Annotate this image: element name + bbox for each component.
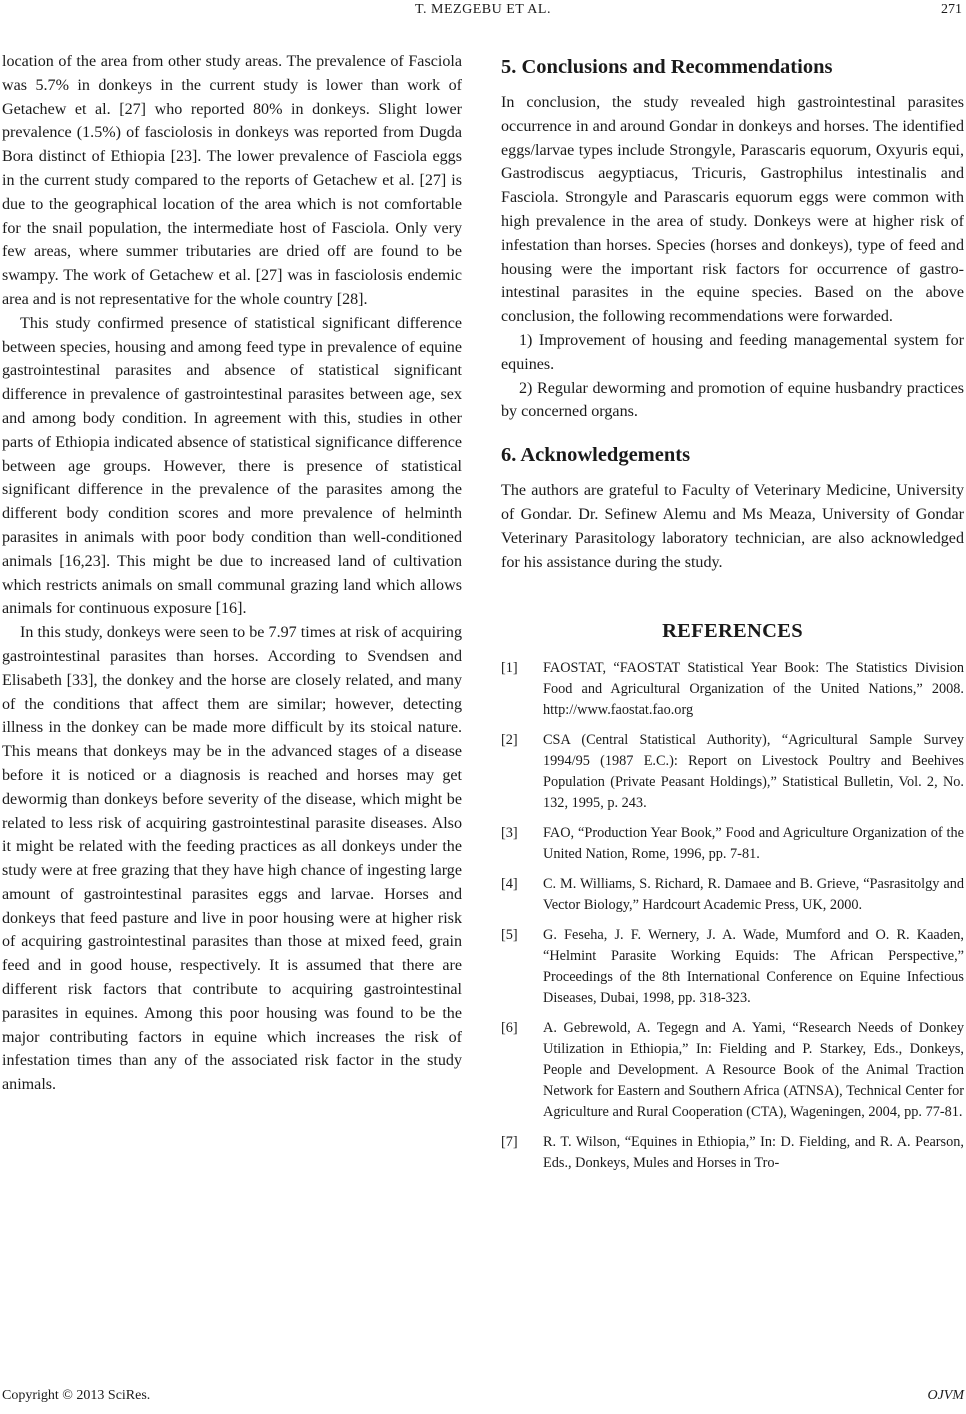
reference-number: [2] <box>501 732 518 749</box>
reference-text: G. Feseha, J. F. Wernery, J. A. Wade, Mumford and O. R. Kaaden, “Helmint Parasite Working Equids: The African Perspective,” Proceedings of the 8th International Conference on Equine Infectious Diseases, Dubai, 1998, pp. 318-323. <box>543 927 964 1007</box>
conclusions-heading: 5. Conclusions and Recommendations <box>501 56 833 78</box>
recommendation-item: 1) Improvement of housing and feeding managemental system for equines. <box>501 331 964 373</box>
reference-text: FAO, “Production Year Book,” Food and Agriculture Organization of the United Nation, Rome, 1996, pp. 7-81. <box>543 825 964 863</box>
recommendation-item: 2) Regular deworming and promotion of equine husbandry practices by concerned organs. <box>501 379 964 421</box>
page-number: 271 <box>941 2 962 17</box>
reference-item <box>501 730 964 814</box>
reference-text: R. T. Wilson, “Equines in Ethiopia,” In: D. Fielding, and R. A. Pearson, Eds., Donkeys, Mules and Horses in Tro- <box>543 1134 964 1172</box>
left-column <box>2 50 462 1097</box>
reference-number: [4] <box>501 876 518 893</box>
reference-list <box>501 658 964 1174</box>
reference-item <box>501 823 964 865</box>
body-paragraph: The authors are grateful to Faculty of Veterinary Medicine, University of Gondar. Dr. Sefinew Alemu and Ms Meaza, University of Gondar Veterinary Parasitology laboratory technician, are also acknowledged for his assistance during the study. <box>501 482 964 571</box>
reference-item <box>501 1018 964 1123</box>
reference-number: [3] <box>501 825 518 842</box>
reference-text: A. Gebrewold, A. Tegegn and A. Yami, “Research Needs of Donkey Utilization in Ethiopia,” In: Fielding and P. Starkey, Eds., Donkeys, People and Development. A Resource Book of the Animal Traction Network for Eastern and Southern Africa (ATNSA), Technical Center for Agriculture and Rural Cooperation (CTA), Wageningen, 2004, pp. 77-81. <box>543 1020 964 1121</box>
acknowledgements-heading: 6. Acknowledgements <box>501 444 691 467</box>
reference-number: [5] <box>501 927 518 944</box>
running-title: T. MEZGEBU ET AL. <box>415 2 551 17</box>
right-column <box>501 50 964 1183</box>
reference-text: C. M. Williams, S. Richard, R. Damaee and B. Grieve, “Pasrasitolgy and Vector Biology,” Hardcourt Academic Press, UK, 2000. <box>543 876 964 914</box>
page-header <box>0 0 966 22</box>
reference-text: FAOSTAT, “FAOSTAT Statistical Year Book: The Statistics Division Food and Agricultural Organization of the United Nations,” 2008. http://www.faostat.fao.org <box>543 660 964 719</box>
reference-item <box>501 1132 964 1174</box>
reference-number: [7] <box>501 1134 518 1151</box>
body-paragraph: In conclusion, the study revealed high gastrointestinal parasites occurrence in and around Gondar in donkeys and horses. The identified eggs/larvae types include Strongyle, Parascaris equorum, Oxyuris equi, Gastrodiscus aegyptiacus, Tricuris, Gastrophilus intestinalis and Fasciola. Strongyle and Parascaris equorum eggs were common with high prevalence in the area of study. Donkeys were at higher risk of infestation than horses. Species (horses and donkeys), type of feed and housing were the important risk factors for occurrence of gastro-intestinal parasites in the equine species. Based on the above conclusion, the following recommendations were forwarded. <box>501 94 964 326</box>
reference-number: [1] <box>501 660 518 677</box>
copyright-notice: Copyright © 2013 SciRes. <box>2 1388 151 1403</box>
body-paragraph: location of the area from other study areas. The prevalence of Fasciola was 5.7% in donkeys in the current study is lower than work of Getachew et al. [27] who reported 80% in donkeys. Slight lower prevalence (1.5%) of fasciolosis in donkeys was reported from Dugda Bora distinct of Ethiopia [23]. The lower prevalence of Fasciola eggs in the current study compared to the reports of Getachew et al. [27] is due to the geographical location of the area which is not comfortable for the snail population, the intermediate host of Fasciola. Only very few areas, where summer tributaries are dried off are found to be swampy. The work of Getachew et al. [27] was in fasciolosis endemic area and is not representative for the whole country [28]. <box>2 53 462 308</box>
reference-number: [6] <box>501 1020 518 1037</box>
body-paragraph: In this study, donkeys were seen to be 7.97 times at risk of acquiring gastrointestinal parasites than horses. According to Svendsen and Elisabeth [33], the donkey and the horse are closely related, and many of the conditions that affect them are similar; however, detecting illness in the donkey can be made more difficult by its stoical nature. This means that donkeys may be in the advanced stages of a disease before it is noticed or a diagnosis is reached and horses may get dewormig than donkeys before severity of the disease, which might be related to less risk of acquiring gastrointestinal parasite diseases. Also it might be related with the feeding practices as all donkeys under the study were at free grazing that they have high chance of ingesting large amount of gastrointestinal parasites eggs and larvae. Horses and donkeys that feed pasture and live in poor housing were at higher risk of acquiring gastrointestinal parasites than those at mixed feed, grain feed and in good house, respectively. It is assumed that there are different risk factors that contribute to acquiring gastrointestinal parasites in equines. Among this poor housing was found to be the major contributing factors in equine which increases the risk of infestation times than any of the associated risk factor in the study animals. <box>2 624 462 1094</box>
body-paragraph: This study confirmed presence of statistical significant difference between species, housing and among feed type in prevalence of equine gastrointestinal parasites and absence of statistical significant difference in prevalence of gastrointestinal parasites between age, sex and among body condition. In agreement with this, studies in other parts of Ethiopia indicated absence of statistical significance difference between age groups. However, there is presence of statistical significant difference in the prevalence of the parasites among the different body condition scores and more prevalence of helminth parasites in animals with poor body condition than well-conditioned animals [16,23]. This might be due to increased land of cultivation which restricts animals on small communal grazing land which allows animals for continuous exposure [16]. <box>2 314 462 618</box>
reference-item <box>501 874 964 916</box>
reference-item <box>501 658 964 721</box>
references-heading: REFERENCES <box>662 620 803 643</box>
reference-text: CSA (Central Statistical Authority), “Agricultural Sample Survey 1994/95 (1987 E.C.): Report on Livestock Poultry and Beehives Population (Private Peasant Holdings),” Statistical Bulletin, Vol. 2, No. 132, 1995, p. 243. <box>543 732 964 812</box>
reference-item <box>501 925 964 1009</box>
journal-abbreviation: OJVM <box>927 1388 964 1403</box>
